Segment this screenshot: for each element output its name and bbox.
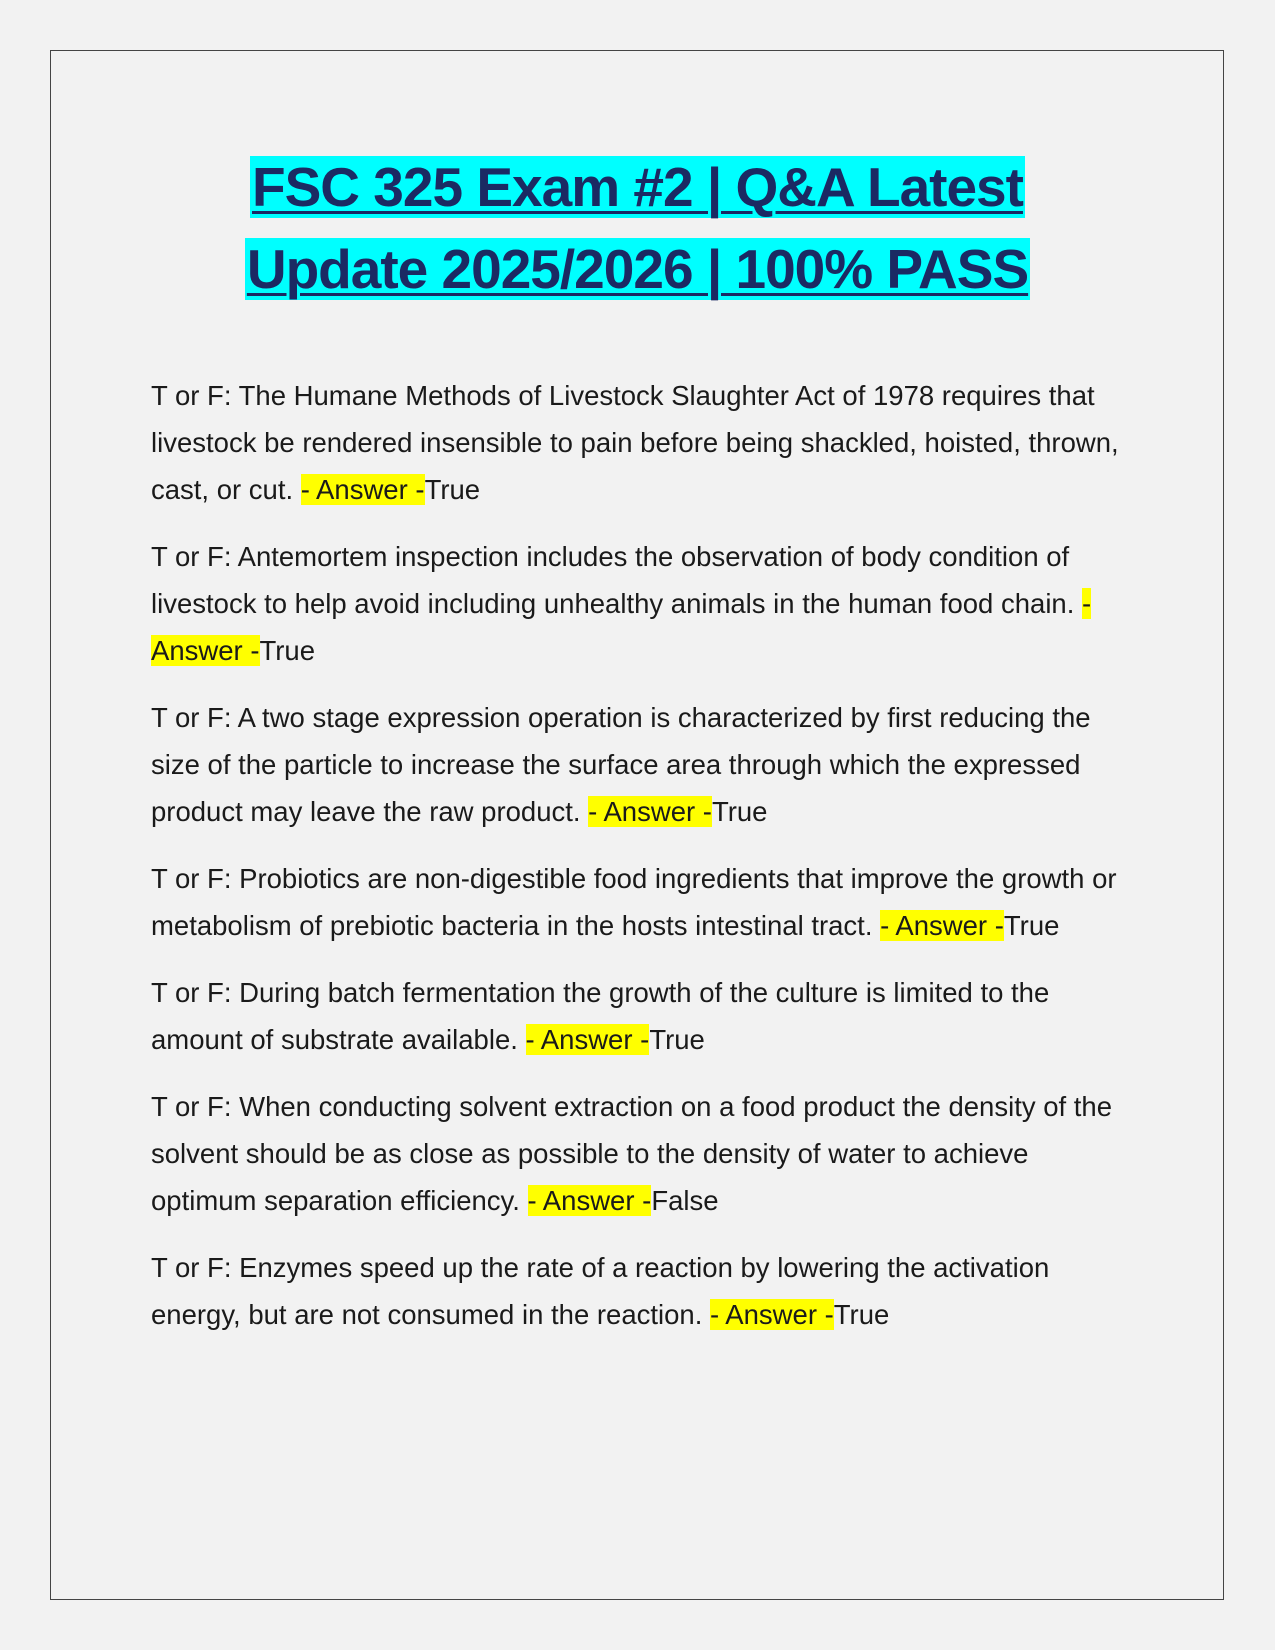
question-text: T or F: Probiotics are non-digestible food ingredients that improve the growth or metabolism of prebiotic bacteria in the hosts intestinal tract. [151,863,1117,941]
question-text: T or F: Antemortem inspection includes the observation of body condition of livestock to help avoid including unhealthy animals in the human food chain. [151,541,1082,619]
qa-item-7 [151,1244,1141,1338]
answer-value: True [424,474,481,505]
qa-list [151,372,1141,1358]
answer-marker: - Answer - [527,1185,652,1216]
qa-item-5 [151,969,1141,1063]
answer-value: False [651,1185,719,1216]
answer-value: True [711,796,768,827]
question-text: T or F: Enzymes speed up the rate of a reaction by lowering the activation energy, but are not consumed in the reaction. [151,1252,1050,1330]
answer-value: True [833,1299,890,1330]
answer-value: True [649,1024,705,1055]
qa-item-6 [151,1083,1141,1224]
question-text: T or F: When conducting solvent extraction on a food product the density of the solvent should be as close as possible to the density of water to achieve optimum separation efficiency. [151,1091,1113,1216]
answer-marker: - Answer - [710,1299,834,1330]
answer-marker: - Answer - [151,588,1092,666]
answer-marker: - Answer - [880,910,1004,941]
answer-value: True [259,635,316,666]
qa-item-4 [151,855,1141,949]
answer-marker: - Answer - [525,1024,650,1055]
qa-item-2 [151,533,1141,674]
answer-marker: - Answer - [300,474,425,505]
title-line-2: Update 2025/2026 | 100% PASS [246,238,1029,300]
question-text: T or F: A two stage expression operation is characterized by first reducing the size of the particle to increase the surface area through which the expressed product may leave the raw product. [151,702,1091,827]
answer-value: True [1003,910,1060,941]
page-title [0,146,1275,310]
title-line-1: FSC 325 Exam #2 | Q&A Latest [252,156,1023,218]
qa-item-3 [151,694,1141,835]
question-text: T or F: The Humane Methods of Livestock Slaughter Act of 1978 requires that livestock be rendered insensible to pain before being shackled, hoisted, thrown, cast, or cut. [151,380,1119,505]
qa-item-1 [151,372,1141,513]
question-text: T or F: During batch fermentation the growth of the culture is limited to the amount of substrate available. [151,977,1050,1055]
answer-marker: - Answer - [588,796,712,827]
